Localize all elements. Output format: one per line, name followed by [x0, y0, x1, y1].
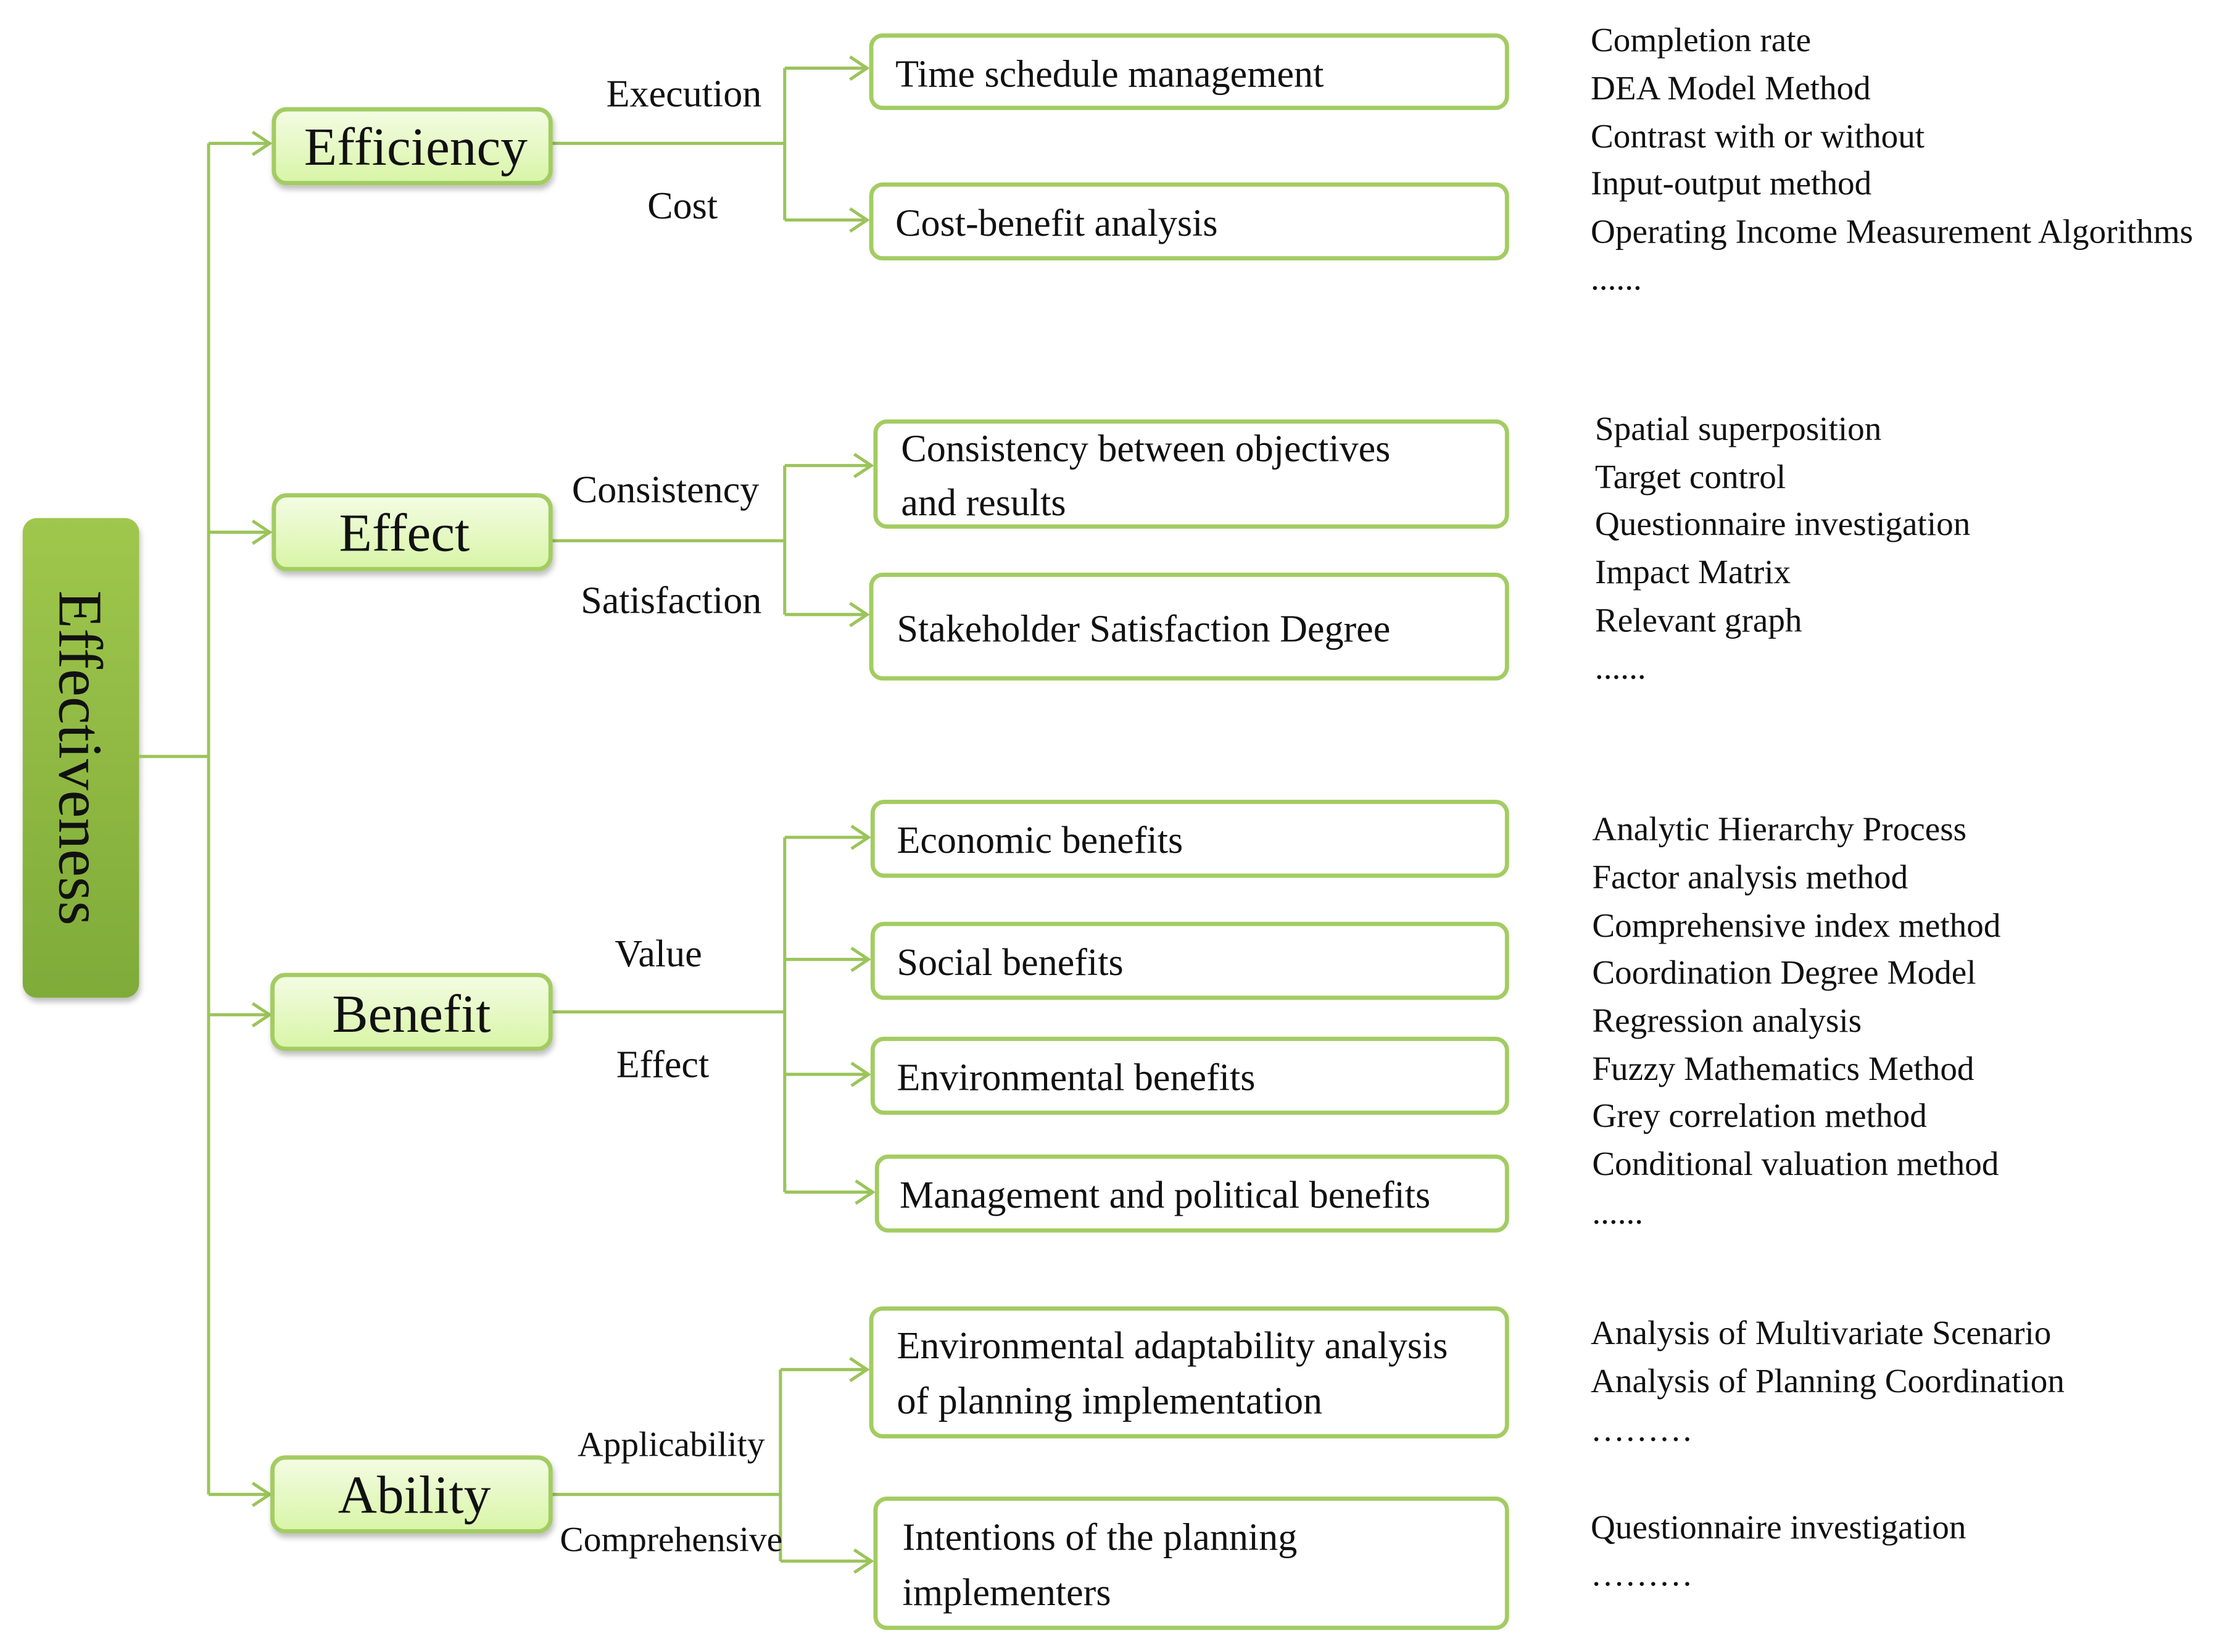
- method-item: Analysis of Planning Coordination: [1591, 1362, 2065, 1400]
- method-item: Spatial superposition: [1594, 409, 1882, 447]
- node-effect: [274, 496, 550, 570]
- node-benefit: [273, 975, 551, 1049]
- method-list-efficiency: [1591, 21, 2193, 297]
- method-item: Factor analysis method: [1592, 858, 1908, 896]
- node-efficiency: [274, 109, 550, 183]
- trunk-connector: [139, 132, 270, 1506]
- method-item: Coordination Degree Model: [1592, 953, 1976, 991]
- node-label: Benefit: [332, 983, 491, 1044]
- branch-connectors: [550, 57, 872, 1572]
- node-label: Efficiency: [304, 116, 528, 176]
- edge-label: Execution: [606, 73, 762, 115]
- item-label: Time schedule management: [895, 53, 1324, 96]
- item-label: Intentions of the planning: [902, 1516, 1298, 1559]
- method-item: Conditional valuation method: [1592, 1145, 1999, 1183]
- edge-label: Applicability: [578, 1425, 765, 1464]
- node-ability: [273, 1458, 551, 1532]
- item-label: Economic benefits: [897, 820, 1183, 862]
- method-item: Operating Income Measurement Algorithms: [1591, 212, 2194, 251]
- item-label: Management and political benefits: [900, 1174, 1431, 1217]
- method-item: Contrast with or without: [1591, 117, 1925, 156]
- method-list-ability: [1591, 1314, 2065, 1593]
- method-item: Completion rate: [1591, 20, 1812, 59]
- item-label: Consistency between objectives: [901, 428, 1391, 470]
- item-label: implementers: [902, 1572, 1111, 1614]
- method-item: Comprehensive index method: [1592, 906, 2001, 944]
- edge-label: Cost: [647, 185, 718, 228]
- edge-label: Comprehensive: [560, 1520, 783, 1559]
- method-item: Questionnaire investigation: [1594, 505, 1971, 543]
- method-item: ………: [1591, 1410, 1693, 1448]
- root-node: [23, 518, 139, 997]
- item-label: Social benefits: [897, 941, 1124, 984]
- method-item: ......: [1592, 1193, 1644, 1231]
- node-label: Ability: [338, 1464, 491, 1525]
- item-label: Environmental adaptability analysis: [897, 1324, 1448, 1367]
- method-item: Grey correlation method: [1592, 1097, 1927, 1135]
- root-label: Effectiveness: [46, 590, 115, 926]
- method-item: Fuzzy Mathematics Method: [1592, 1050, 1974, 1088]
- item-label: Environmental benefits: [897, 1056, 1256, 1099]
- method-item: Relevant graph: [1594, 601, 1802, 639]
- method-item: Target control: [1594, 458, 1786, 496]
- edge-label: Value: [615, 933, 702, 976]
- method-item: DEA Model Method: [1591, 69, 1871, 107]
- method-item: Regression analysis: [1592, 1001, 1862, 1039]
- edge-labels: [560, 73, 782, 1559]
- node-label: Effect: [339, 502, 470, 563]
- item-boxes: [871, 36, 1507, 1628]
- item-label: and results: [901, 481, 1066, 524]
- edge-label: Effect: [616, 1044, 710, 1086]
- edge-label: Satisfaction: [581, 579, 762, 622]
- method-item: ......: [1594, 648, 1646, 686]
- item-label: Stakeholder Satisfaction Degree: [897, 608, 1391, 650]
- item-label: of planning implementation: [897, 1380, 1323, 1422]
- item-label: Cost-benefit analysis: [895, 202, 1218, 244]
- method-item: ......: [1591, 259, 1642, 297]
- method-item: Impact Matrix: [1594, 553, 1791, 591]
- method-item: Analytic Hierarchy Process: [1592, 810, 1967, 848]
- method-list-effect: [1595, 410, 1970, 686]
- method-item: Questionnaire investigation: [1591, 1508, 1966, 1546]
- edge-label: Consistency: [571, 469, 760, 512]
- method-list-benefit: [1592, 810, 2000, 1231]
- method-item: ………: [1591, 1554, 1693, 1593]
- method-item: Analysis of Multivariate Scenario: [1591, 1313, 2052, 1351]
- method-item: Input-output method: [1591, 164, 1872, 202]
